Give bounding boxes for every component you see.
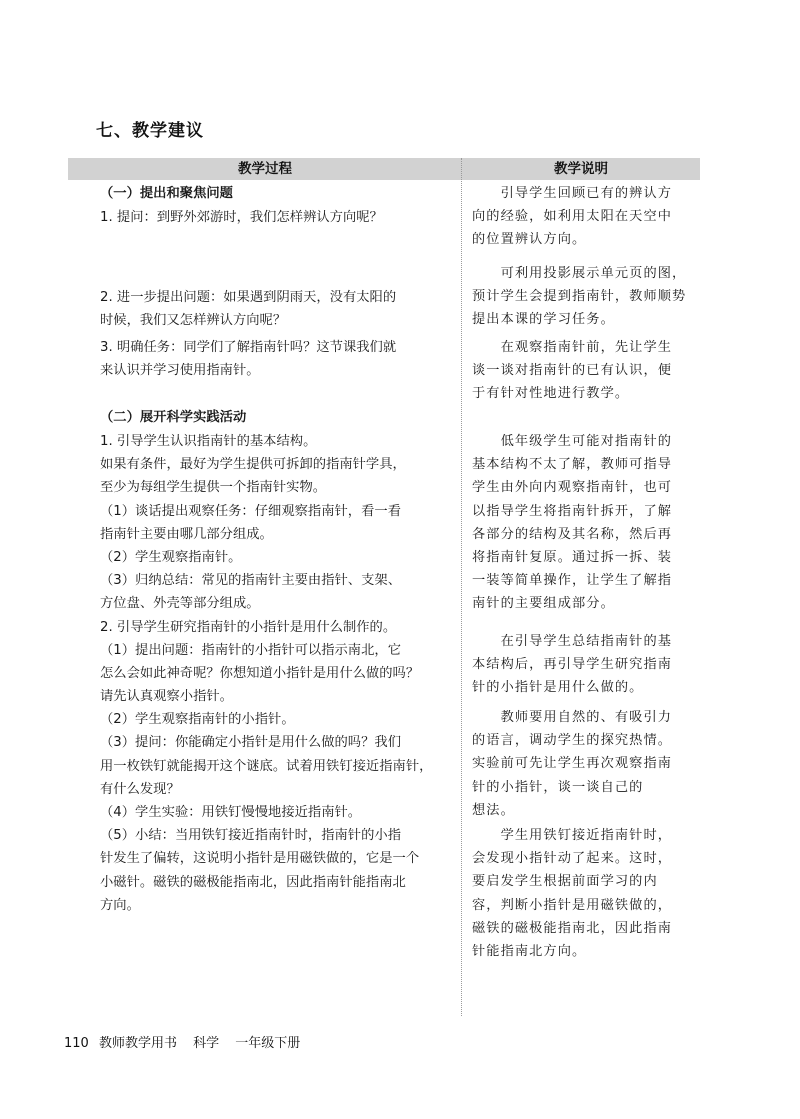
right-line: 预计学生会提到指南针，教师顺势: [472, 289, 687, 305]
left-line: 2. 引导学生研究指南针的小指针是用什么制作的。: [100, 619, 397, 635]
right-line: 一装等简单操作，让学生了解指: [472, 573, 673, 589]
right-block: [472, 824, 698, 963]
right-line: 低年级学生可能对指南针的: [472, 434, 673, 449]
right-line: 于有针对性地进行教学。: [472, 386, 630, 402]
left-line: 3. 明确任务：同学们了解指南针吗？这节课我们就: [100, 340, 397, 355]
right-block: [472, 430, 698, 616]
column-divider: [461, 158, 462, 1016]
right-line: 引导学生回顾已有的辨认方: [472, 186, 673, 201]
right-line: 教师要用自然的、有吸引力: [472, 710, 673, 725]
book-title: 教师教学用书: [98, 1036, 177, 1051]
left-line: （3）提问：你能确定小指针是用什么做的吗？我们: [100, 735, 401, 751]
right-line: 以指导学生将指南针拆开，了解: [472, 503, 673, 519]
grade-label: 一年级下册: [235, 1036, 301, 1051]
left-line: 怎么会如此神奇呢？你想知道小指针是用什么做的吗？: [100, 665, 420, 681]
right-line: 学生由外向内观察指南针，也可: [472, 480, 673, 496]
left-block: [100, 336, 457, 382]
right-block: [472, 182, 698, 252]
left-line: 方位盘、外壳等部分组成。: [100, 596, 260, 612]
left-line: 1. 引导学生认识指南针的基本结构。: [100, 434, 317, 449]
right-line: 实验前可先让学生再次观察指南: [472, 756, 673, 772]
right-line: 针的小指针是用什么做的。: [472, 680, 644, 696]
left-line: 请先认真观察小指针。: [100, 689, 233, 705]
right-line: 容，判断小指针是用磁铁做的，: [472, 897, 673, 913]
table-header: [68, 158, 700, 180]
right-block: [472, 630, 698, 700]
left-line: 指南针主要由哪几部分组成。: [100, 526, 273, 542]
left-block: [100, 182, 457, 205]
right-line: 将指南针复原。通过拆一拆、装: [472, 549, 673, 565]
left-line: （2）学生观察指南针。: [100, 549, 242, 565]
left-block: [100, 406, 457, 429]
left-block: [100, 206, 457, 229]
left-line: 1. 提问：到野外郊游时，我们怎样辨认方向呢？: [100, 210, 383, 225]
right-line: 要启发学生根据前面学习的内: [472, 874, 658, 890]
right-block: [472, 262, 698, 332]
right-line: 谈一谈对指南针的已有认识，便: [472, 363, 673, 379]
left-block: [100, 430, 457, 917]
right-line: 基本结构不太了解，教师可指导: [472, 457, 673, 473]
left-line: 小磁针。磁铁的磁极能指南北，因此指南针能指南北: [100, 874, 406, 890]
page-number: 110: [64, 1036, 89, 1051]
left-line: 2. 进一步提出问题：如果遇到阴雨天，没有太阳的: [100, 290, 397, 305]
header-teaching-process: 教学过程: [238, 161, 292, 177]
right-line: 可利用投影展示单元页的图，: [472, 266, 687, 281]
right-line: 针的小指针，谈一谈自己的: [472, 779, 644, 795]
left-line: 用一枚铁钉就能揭开这个谜底。试着用铁钉接近指南针，: [100, 758, 433, 774]
right-line: 针能指南北方向。: [472, 943, 587, 959]
left-line: （4）学生实验：用铁钉慢慢地接近指南针。: [100, 805, 362, 820]
left-line: 来认识并学习使用指南针。: [100, 363, 260, 379]
right-line: 各部分的结构及其名称，然后再: [472, 526, 673, 542]
left-line: 至少为每组学生提供一个指南针实物。: [100, 480, 327, 496]
page-footer: [64, 1032, 312, 1051]
right-line: 会发现小指针动了起来。这时，: [472, 851, 673, 867]
right-line: 本结构后，再引导学生研究指南: [472, 657, 673, 673]
right-line: 南针的主要组成部分。: [472, 596, 615, 612]
left-block: [100, 286, 457, 332]
left-line: （1）提出问题：指南针的小指针可以指示南北，它: [100, 642, 401, 658]
header-teaching-notes: 教学说明: [554, 161, 608, 177]
left-line: （一）提出和聚焦问题: [100, 186, 233, 201]
left-line: （二）展开科学实践活动: [100, 410, 247, 425]
left-line: （1）谈话提出观察任务：仔细观察指南针，看一看: [100, 503, 401, 519]
right-line: 的位置辨认方向。: [472, 232, 587, 248]
right-line: 在观察指南针前，先让学生: [472, 340, 673, 355]
right-block: [472, 336, 698, 406]
left-line: 方向。: [100, 897, 140, 913]
section-heading: 七、教学建议: [96, 121, 204, 141]
left-line: 针发生了偏转，这说明小指针是用磁铁做的，它是一个: [100, 851, 420, 867]
left-line: 时候，我们又怎样辨认方向呢？: [100, 313, 287, 329]
right-line: 的语言，调动学生的探究热情。: [472, 733, 673, 749]
right-line: 学生用铁钉接近指南针时，: [472, 828, 673, 843]
left-line: （5）小结：当用铁钉接近指南针时，指南针的小指: [100, 828, 401, 844]
right-block: [472, 706, 698, 822]
left-line: 有什么发现？: [100, 781, 180, 797]
right-line: 磁铁的磁极能指南北，因此指南: [472, 920, 673, 936]
right-line: 在引导学生总结指南针的基: [472, 634, 673, 649]
left-line: （3）归纳总结：常见的指南针主要由指针、支架、: [100, 573, 401, 589]
left-line: （2）学生观察指南针的小指针。: [100, 712, 295, 728]
right-line: 想法。: [472, 802, 515, 818]
left-line: 如果有条件，最好为学生提供可拆卸的指南针学具，: [100, 457, 406, 473]
right-line: 提出本课的学习任务。: [472, 312, 615, 328]
subject-label: 科学: [193, 1036, 220, 1051]
right-line: 向的经验，如利用太阳在天空中: [472, 209, 673, 225]
